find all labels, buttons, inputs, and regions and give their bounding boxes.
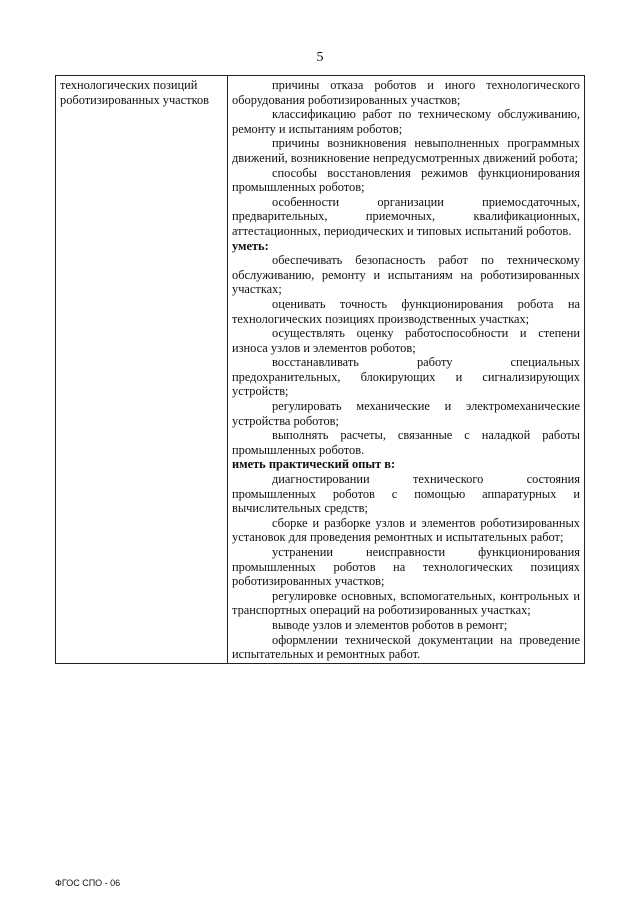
list-item: сборке и разборке узлов и элементов роботизированных установок для проведения ремонтных и испытательных работ;: [232, 515, 580, 545]
list-item: выводе узлов и элементов роботов в ремонт;: [272, 617, 508, 632]
list-item: регулировать механические и электромеханические устройства роботов;: [232, 399, 580, 428]
list-item: оценивать точность функционирования робота на технологических позициях производственных участках;: [232, 296, 580, 326]
page-number: 5: [316, 50, 324, 65]
list-item: устранении неисправности функционирования промышленных роботов на технологических позициях роботизированных участков;: [232, 545, 580, 589]
right-cell: [228, 76, 585, 664]
list-item: обеспечивать безопасность работ по техническому обслуживанию, ремонту и испытаниям на роботизированных участках;: [232, 253, 580, 297]
list-item: осуществлять оценку работоспособности и степени износа узлов и элементов роботов;: [232, 326, 580, 355]
list-item: способы восстановления режимов функционирования промышленных роботов;: [232, 165, 580, 195]
requirements-table: [55, 75, 585, 664]
skills-list: [232, 253, 580, 457]
list-item: причины отказа роботов и иного технологического оборудования роботизированных участков;: [232, 78, 580, 107]
list-item: выполнять расчеты, связанные с наладкой работы промышленных роботов.: [232, 428, 580, 457]
list-item: классификацию работ по техническому обслуживанию, ремонту и испытаниям роботов;: [232, 107, 580, 136]
section-heading-umet: уметь:: [232, 238, 269, 253]
table-row: [56, 76, 585, 664]
section-heading-opyt: иметь практический опыт в:: [232, 457, 396, 472]
list-item: диагностировании технического состояния промышленных роботов с помощью аппаратурных и вычислительных средств;: [232, 472, 580, 516]
left-cell: технологических позиций роботизированных участков: [56, 76, 228, 664]
experience-list: [232, 472, 580, 662]
list-item: оформлении технической документации на проведение испытательных и ремонтных работ.: [232, 632, 580, 662]
list-item: регулировке основных, вспомогательных, контрольных и транспортных операций на роботизированных участках;: [232, 588, 580, 618]
list-item: причины возникновения невыполненных программных движений, возникновение непредусмотренных движений робота;: [232, 136, 580, 165]
list-item: восстанавливать работу специальных предохранительных, блокирующих и сигнализирующих устройств;: [232, 355, 580, 399]
knowledge-list: [232, 78, 580, 239]
footer-label: ФГОС СПО - 06: [55, 878, 121, 888]
list-item: особенности организации приемосдаточных, предварительных, приемочных, квалификационных, аттестационных, периодических и типовых испытаний роботов.: [232, 194, 580, 238]
